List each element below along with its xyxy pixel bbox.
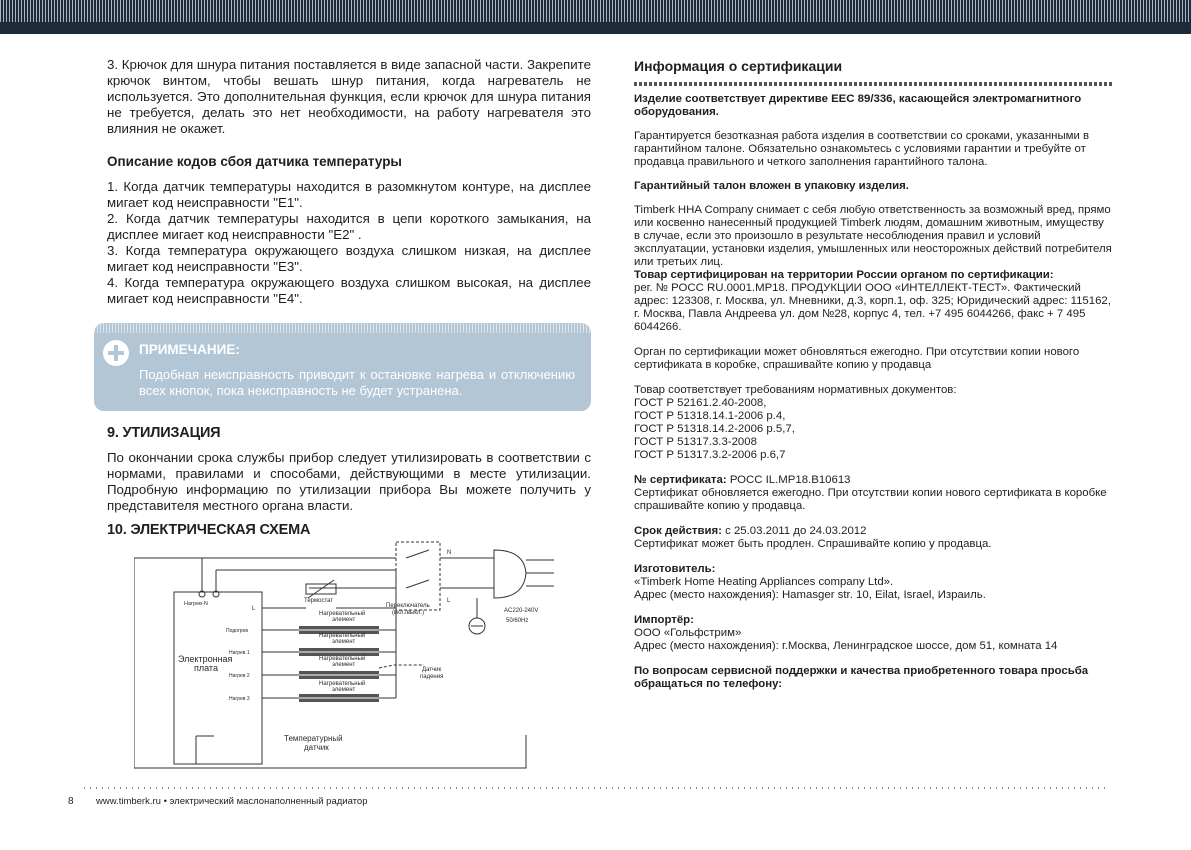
note-box: [94, 323, 591, 411]
maker-block: [634, 563, 1112, 602]
validity-label: Срок действия:: [634, 525, 722, 537]
importer-block: [634, 614, 1112, 653]
disposal-heading: 9. УТИЛИЗАЦИЯ: [107, 425, 221, 441]
element-label-2: элемент: [332, 687, 356, 693]
switch-label-2: (вкл./выкл.): [392, 610, 425, 616]
liability-text: Timberk HHA Company снимает с себя любую ответственность за возможный вред, прямо или косвенно нанесенный продукцией Timberk людям, домашним животным, имуществу в случае, если это произошло в результате несоблюдения правил и условий эксплуатации, установки изделия, умышленных или неосторожных действий потребителя или третьих лиц.: [634, 204, 1112, 268]
note-texture: [94, 323, 591, 333]
preheat-label: Подогрев: [226, 628, 249, 634]
importer-label: Импортёр:: [634, 614, 694, 626]
cert-number-note: Сертификат обновляется ежегодно. При отсутствии копии нового сертификата в коробке спрашивайте копию у продавца.: [634, 487, 1107, 512]
disposal-section: [107, 425, 591, 538]
heat3-label: Нагрев 3: [229, 696, 250, 702]
warranty-card-text: Гарантийный талон вложен в упаковку изделия.: [634, 180, 909, 192]
l-label: L: [252, 606, 256, 612]
validity-value: с 25.03.2011 до 24.03.2012: [725, 525, 867, 537]
left-column: [107, 57, 591, 307]
cert-title: Информация о сертификации: [634, 58, 843, 74]
fault-code-item: 1. Когда датчик температуры находится в разомкнутом контуре, на дисплее мигает код неисправности "E1".: [107, 179, 591, 210]
maker-name: «Timberk Home Heating Appliances company Ltd».: [634, 576, 894, 588]
fault-code-item: 4. Когда температура окружающего воздуха слишком высокая, на дисплее мигает код неисправности "E4".: [107, 275, 591, 306]
note-text: Подобная неисправность приводит к остановке нагрева и отключению всех кнопок, пока неисправность не будет устранена.: [139, 367, 575, 398]
standard-item: ГОСТ Р 51318.14.2-2006 р.5,7,: [634, 423, 795, 435]
standards-block: [634, 384, 1112, 462]
importer-name: ООО «Гольфстрим»: [634, 627, 742, 639]
dashed-divider: [634, 82, 1112, 86]
right-column: [634, 58, 1112, 691]
tilt-sensor-label-2: падения: [420, 674, 444, 680]
disposal-text: По окончании срока службы прибор следует утилизировать в соответствии с нормами, правилами и способами, действующими в месте утилизации. Подробную информацию по утилизации прибора Вы можете получить у представителя местного органа власти.: [107, 450, 591, 513]
heat1-label: Нагрев 1: [229, 650, 250, 656]
thermostat-label: Термостат: [304, 598, 334, 604]
element-label: Нагревательный: [319, 611, 366, 617]
ac-label: AC220-240V: [504, 608, 539, 614]
cert-number-label: № сертификата:: [634, 474, 727, 486]
temp-sensor-label-2: датчик: [304, 743, 329, 752]
header-bar: [0, 0, 1191, 34]
standard-item: ГОСТ Р 52161.2.40-2008,: [634, 397, 767, 409]
fault-codes-heading: Описание кодов сбоя датчика температуры: [107, 154, 402, 169]
element-label-2: элемент: [332, 639, 356, 645]
validity-block: [634, 525, 1112, 551]
cert-number-value: РОСС IL.МР18.В10613: [729, 474, 851, 486]
standard-item: ГОСТ Р 51317.3.3-2008: [634, 436, 757, 448]
wiring-heading: 10. ЭЛЕКТРИЧЕСКАЯ СХЕМА: [107, 522, 311, 538]
plus-icon: [103, 340, 129, 366]
maker-address: Адрес (место нахождения): Hamasger str. 10, Eilat, Israel, Израиль.: [634, 589, 986, 601]
standards-intro: Товар соответствует требованиям нормативных документов:: [634, 384, 957, 396]
fault-code-item: 2. Когда датчик температуры находится в цепи короткого замыкания, на дисплее мигает код неисправности "E2" .: [107, 211, 591, 242]
guarantee-text: Гарантируется безотказная работа изделия в соответствии со сроками, указанными в гарантийном талоне. Обязательно ознакомьтесь с условиями гарантии и требуйте от продавца правильного и четкого заполнения гарантийного талона.: [634, 130, 1090, 168]
certified-label: Товар сертифицирован на территории России органом по сертификации:: [634, 269, 1054, 281]
maker-label: Изготовитель:: [634, 563, 716, 575]
standard-item: ГОСТ Р 51317.3.2-2006 р.6,7: [634, 449, 786, 461]
fault-code-item: 3. Когда температура окружающего воздуха слишком низкая, на дисплее мигает код неисправности "E3".: [107, 243, 591, 274]
support-text: По вопросам сервисной поддержки и качества приобретенного товара просьба обращаться по телефону:: [634, 665, 1089, 690]
l-mark: L: [447, 598, 451, 604]
page-number: 8: [68, 796, 74, 807]
ac-label-2: 50/60Hz: [506, 618, 529, 624]
tilt-sensor-label: Датчик: [422, 667, 442, 673]
element-label-2: элемент: [332, 662, 356, 668]
switch-label: Переключатель: [386, 603, 430, 609]
hook-paragraph: 3. Крючок для шнура питания поставляется в виде запасной части. Закрепите крючок винтом, чтобы вешать шнур питания, когда нагреватель не используется. Это дополнительная функция, если крючок для шнура питания не требуется, делать это нет необходимости, на работу нагревателя это влияния не окажет.: [107, 57, 591, 136]
fault-codes-list: [107, 179, 591, 307]
certified-block: [634, 269, 1112, 334]
heat2-label: Нагрев 2: [229, 673, 250, 679]
validity-note: Сертификат может быть продлен. Спрашивайте копию у продавца.: [634, 538, 992, 550]
standard-item: ГОСТ Р 51318.14.1-2006 р.4,: [634, 410, 786, 422]
renew-text: Орган по сертификации может обновляться ежегодно. При отсутствии копии нового сертификата в коробке, спрашивайте копию у продавца: [634, 346, 1080, 371]
element-label: Нагревательный: [319, 633, 366, 639]
cert-number-block: [634, 474, 1112, 513]
heat-n-label: Нагрев-N: [184, 601, 208, 607]
element-label-2: элемент: [332, 617, 356, 623]
temp-sensor-label: Температурный: [284, 734, 343, 743]
footer-text: www.timberk.ru • электрический маслонаполненный радиатор: [96, 796, 368, 807]
element-label: Нагревательный: [319, 681, 366, 687]
importer-address: Адрес (место нахождения): г.Москва, Ленинградское шоссе, дом 51, комната 14: [634, 640, 1058, 652]
wiring-diagram: [134, 540, 554, 775]
element-label: Нагревательный: [319, 656, 366, 662]
certified-text: рег. № РОСС RU.0001.МР18. ПРОДУКЦИИ ООО «ИНТЕЛЛЕКТ-ТЕСТ». Фактический адрес: 123308, г. Москва, ул. Мневники, д.3, корп.1, оф. 325; Юридический адрес: 115162, г. Москва, Павла Андреева ул. дом №28, корпус 4, тел. +7 495 6044266, факс + 7 495 6044266.: [634, 282, 1111, 333]
footer-divider: [84, 787, 1108, 789]
directive-text: Изделие соответствует директиве ЕЕС 89/336, касающейся электромагнитного оборудования.: [634, 93, 1082, 118]
board-label: Электронная: [178, 654, 233, 664]
n-mark: N: [447, 550, 452, 556]
board-label-2: плата: [194, 663, 218, 673]
note-title: ПРИМЕЧАНИЕ:: [139, 342, 240, 357]
